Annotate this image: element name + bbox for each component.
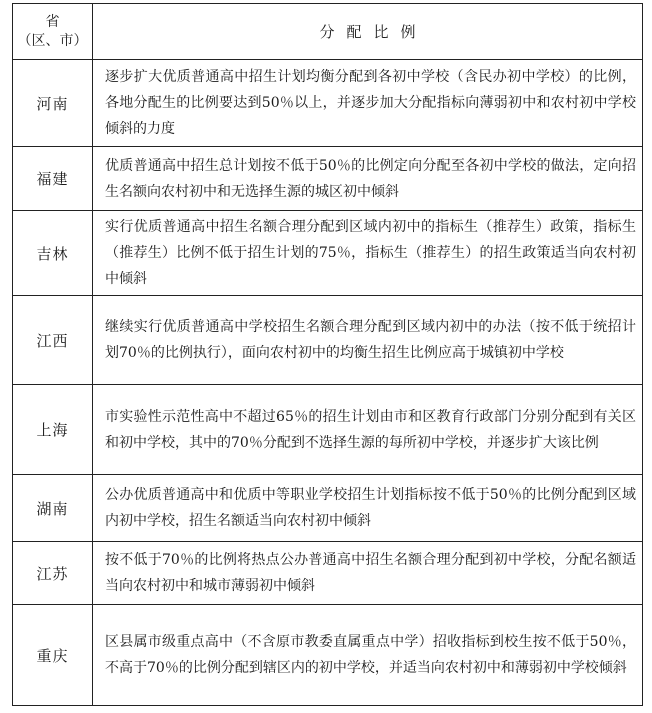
table-row	[13, 385, 643, 475]
province-cell: 江苏	[13, 542, 93, 605]
table-row	[13, 605, 643, 706]
province-cell: 上海	[13, 385, 93, 475]
province-header-line2: （区、市）	[17, 32, 88, 49]
table-row	[13, 296, 643, 385]
province-cell: 湖南	[13, 475, 93, 542]
province-column-header	[13, 4, 93, 60]
ratio-column-header: 分配比例	[93, 4, 643, 60]
table-row	[13, 475, 643, 542]
ratio-cell: 市实验性示范性高中不超过65％的招生计划由市和区教育行政部门分别分配到有关区和初中学校，其中的70％分配到不选择生源的每所初中学校，并逐步扩大该比例	[93, 385, 643, 475]
ratio-cell: 逐步扩大优质普通高中招生计划均衡分配到各初中学校（含民办初中学校）的比例，各地分配生的比例要达到50％以上，并逐步加大分配指标向薄弱初中和农村初中学校倾斜的力度	[93, 60, 643, 147]
province-cell: 福建	[13, 147, 93, 211]
table-row	[13, 211, 643, 296]
allocation-table-wrapper	[12, 3, 642, 706]
province-cell: 吉林	[13, 211, 93, 296]
ratio-cell: 区县属市级重点高中（不含原市教委直属重点中学）招收指标到校生按不低于50％，不高于70％的比例分配到辖区内的初中学校，并适当向农村初中和薄弱初中学校倾斜	[93, 605, 643, 706]
table-row	[13, 147, 643, 211]
ratio-cell: 实行优质普通高中招生名额合理分配到区域内初中的指标生（推荐生）政策，指标生（推荐生）比例不低于招生计划的75％，指标生（推荐生）的招生政策适当向农村初中倾斜	[93, 211, 643, 296]
table-header-row	[13, 4, 643, 60]
ratio-cell: 公办优质普通高中和优质中等职业学校招生计划指标按不低于50％的比例分配到区域内初中学校，招生名额适当向农村初中倾斜	[93, 475, 643, 542]
province-cell: 重庆	[13, 605, 93, 706]
allocation-table	[12, 3, 643, 706]
table-row	[13, 542, 643, 605]
ratio-cell: 按不低于70％的比例将热点公办普通高中招生名额合理分配到初中学校，分配名额适当向农村初中和城市薄弱初中倾斜	[93, 542, 643, 605]
province-cell: 江西	[13, 296, 93, 385]
province-header-line1: 省	[45, 13, 60, 30]
ratio-cell: 优质普通高中招生总计划按不低于50％的比例定向分配至各初中学校的做法，定向招生名额向农村初中和无选择生源的城区初中倾斜	[93, 147, 643, 211]
table-row	[13, 60, 643, 147]
ratio-cell: 继续实行优质普通高中学校招生名额合理分配到区域内初中的办法（按不低于统招计划70％的比例执行），面向农村初中的均衡生招生比例应高于城镇初中学校	[93, 296, 643, 385]
province-cell: 河南	[13, 60, 93, 147]
